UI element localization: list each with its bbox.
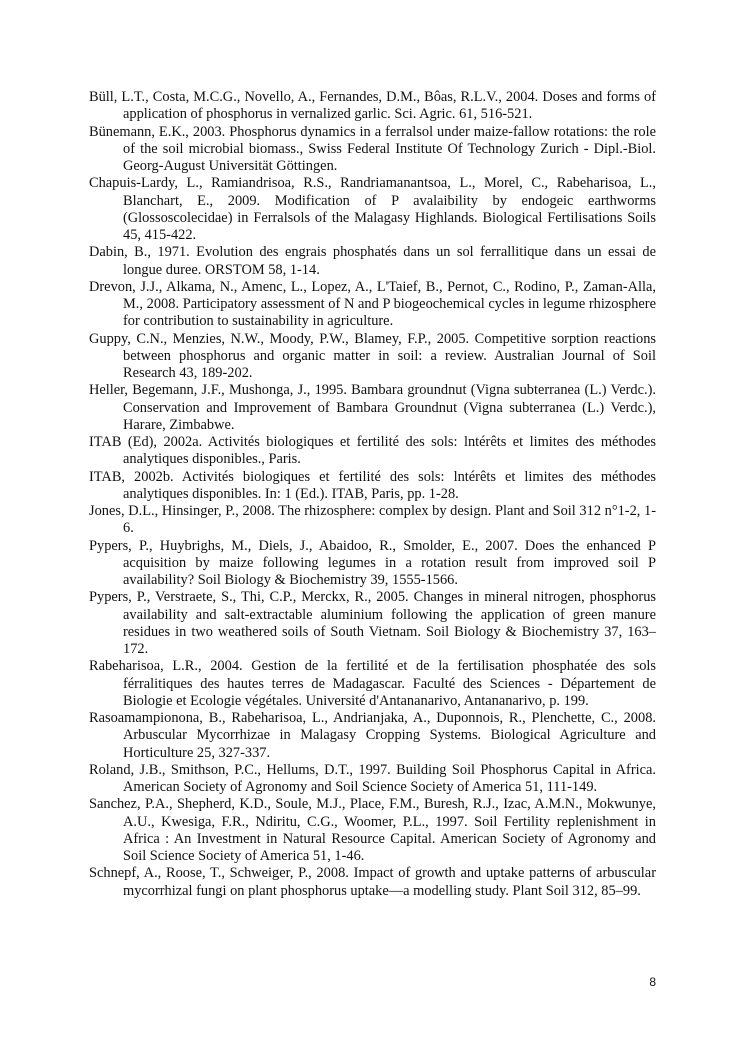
reference-entry: ITAB (Ed), 2002a. Activités biologiques et fertilité des sols: lntérêts et limites des méthodes analytiques disponibles., Paris. xyxy=(89,434,656,468)
reference-entry: Schnepf, A., Roose, T., Schweiger, P., 2008. Impact of growth and uptake patterns of arbuscular mycorrhizal fungi on plant phosphorus uptake—a modelling study. Plant Soil 312, 85–99. xyxy=(89,865,656,899)
reference-list xyxy=(89,89,656,900)
reference-entry: Rasoamampionona, B., Rabeharisoa, L., Andrianjaka, A., Duponnois, R., Plenchette, C., 2008. Arbuscular Mycorrhizae in Malagasy Cropping Systems. Biological Agriculture and Horticulture 25, 327-337. xyxy=(89,710,656,761)
reference-entry: Guppy, C.N., Menzies, N.W., Moody, P.W., Blamey, F.P., 2005. Competitive sorption reactions between phosphorus and organic matter in soil: a review. Australian Journal of Soil Research 43, 189-202. xyxy=(89,330,656,381)
reference-entry: ITAB, 2002b. Activités biologiques et fertilité des sols: lntérêts et limites des méthodes analytiques disponibles. In: 1 (Ed.). ITAB, Paris, pp. 1-28. xyxy=(89,468,656,502)
reference-entry: Sanchez, P.A., Shepherd, K.D., Soule, M.J., Place, F.M., Buresh, R.J., Izac, A.M.N., Mokwunye, A.U., Kwesiga, F.R., Ndiritu, C.G., Woomer, P.L., 1997. Soil Fertility replenishment in Africa : An Investment in Natural Resource Capital. American Society of Agronomy and Soil Science Society of America 51, 1-46. xyxy=(89,796,656,864)
reference-entry: Heller, Begemann, J.F., Mushonga, J., 1995. Bambara groundnut (Vigna subterranea (L.) Verdc.). Conservation and Improvement of Bambara Groundnut (Vigna subterranea (L.) Verdc.), Harare, Zimbabwe. xyxy=(89,382,656,433)
reference-entry: Dabin, B., 1971. Evolution des engrais phosphatés dans un sol ferrallitique dans un essai de longue duree. ORSTOM 58, 1-14. xyxy=(89,244,656,278)
reference-entry: Roland, J.B., Smithson, P.C., Hellums, D.T., 1997. Building Soil Phosphorus Capital in Africa. American Society of Agronomy and Soil Science Society of America 51, 111-149. xyxy=(89,761,656,795)
reference-entry: Pypers, P., Verstraete, S., Thi, C.P., Merckx, R., 2005. Changes in mineral nitrogen, phosphorus availability and salt-extractable aluminium following the application of green manure residues in two weathered soils of South Vietnam. Soil Biology & Biochemistry 37, 163–172. xyxy=(89,589,656,657)
reference-entry: Pypers, P., Huybrighs, M., Diels, J., Abaidoo, R., Smolder, E., 2007. Does the enhanced P acquisition by maize following legumes in a rotation result from improved soil P availability? Soil Biology & Biochemistry 39, 1555-1566. xyxy=(89,537,656,588)
reference-entry: Bünemann, E.K., 2003. Phosphorus dynamics in a ferralsol under maize-fallow rotations: the role of the soil microbial biomass., Swiss Federal Institute Of Technology Zurich - Dipl.-Biol. Georg-August Universität Göttingen. xyxy=(89,123,656,174)
page-number: 8 xyxy=(649,975,656,989)
reference-entry: Chapuis-Lardy, L., Ramiandrisoa, R.S., Randriamanantsoa, L., Morel, C., Rabeharisoa, L., Blanchart, E., 2009. Modification of P avalaibility by endogeic earthworms (Glossoscolecidae) in Ferralsols of the Malagasy Highlands. Biological Fertilisations Soils 45, 415-422. xyxy=(89,175,656,243)
reference-entry: Rabeharisoa, L.R., 2004. Gestion de la fertilité et de la fertilisation phosphatée des sols férralitiques des hautes terres de Madagascar. Faculté des Sciences - Département de Biologie et Ecologie végétales. Université d'Antananarivo, Antananarivo, p. 199. xyxy=(89,658,656,709)
reference-entry: Büll, L.T., Costa, M.C.G., Novello, A., Fernandes, D.M., Bôas, R.L.V., 2004. Doses and forms of application of phosphorus in vernalized garlic. Sci. Agric. 61, 516-521. xyxy=(89,89,656,123)
reference-entry: Drevon, J.J., Alkama, N., Amenc, L., Lopez, A., L'Taief, B., Pernot, C., Rodino, P., Zaman-Alla, M., 2008. Participatory assessment of N and P biogeochemical cycles in legume rhizosphere for contribution to sustainability in agriculture. xyxy=(89,278,656,330)
reference-entry: Jones, D.L., Hinsinger, P., 2008. The rhizosphere: complex by design. Plant and Soil 312 n°1-2, 1-6. xyxy=(89,503,656,537)
